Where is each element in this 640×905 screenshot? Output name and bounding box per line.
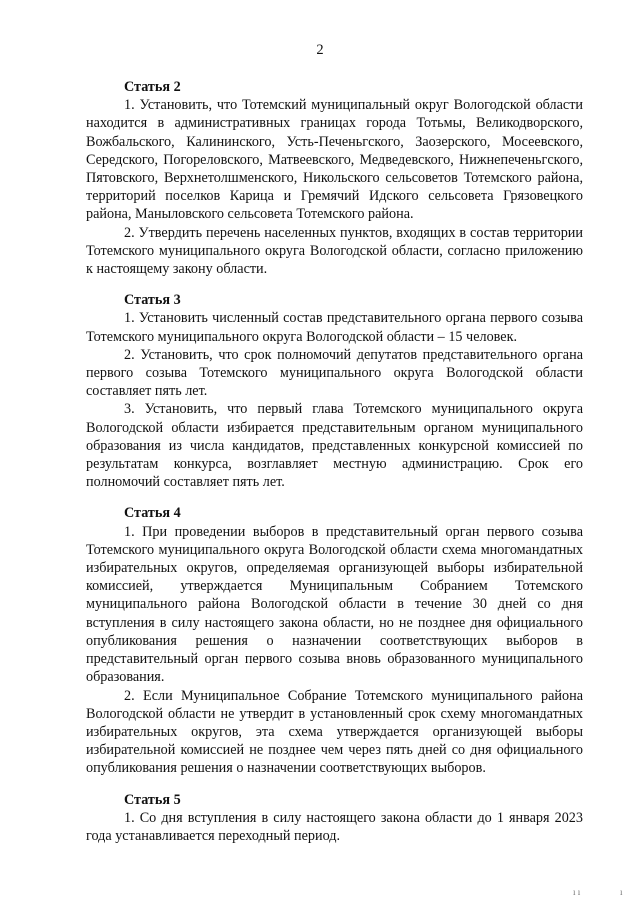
- article-paragraph: 3. Установить, что первый глава Тотемского муниципального округа Вологодской области избирается представительным органом муниципального образования из числа кандидатов, представленных конкурсной комиссией по результатам конкурса, возглавляет местную администрацию. Срок его полномочий составляет пять лет.: [86, 401, 583, 491]
- article-title: Статья 5: [124, 791, 181, 808]
- article-paragraph: 2. Утвердить перечень населенных пунктов, входящих в состав территории Тотемского муниципального округа Вологодской области, согласно приложению к настоящему закону области.: [86, 224, 583, 278]
- article-3: [86, 291, 583, 491]
- article-4: [86, 504, 583, 777]
- article-paragraph: 1. Установить, что Тотемский муниципальный округ Вологодской области находится в административных границах города Тотьмы, Великодворского, Вожбальского, Калининского, Усть-Печеньгского, Заозерского, Мосеевского, Середского, Погореловского, Матвеевского, Медведевского, Нижнепеченьгского, Пятовского, Верхнетолшменского, Никольского сельсоветов Тотемского района, территорий поселков Карица и Гремячий Идского сельсовета Грязовецкого района, Маныловского сельсовета Тотемского района.: [86, 97, 583, 223]
- article-paragraph: 1. Со дня вступления в силу настоящего закона области до 1 января 2023 года устанавливается переходный период.: [86, 809, 583, 844]
- article-5: [86, 791, 583, 846]
- article-title: Статья 4: [124, 505, 181, 522]
- scan-mark: ı ı: [573, 887, 581, 897]
- article-paragraph: 1. Установить численный состав представительного органа первого созыва Тотемского муниципального округа Вологодской области – 15 человек.: [86, 310, 583, 345]
- scan-mark: ı: [620, 887, 623, 897]
- article-paragraph: 2. Установить, что срок полномочий депутатов представительного органа первого созыва Тотемского муниципального округа Вологодской области составляет пять лет.: [86, 346, 583, 400]
- article-paragraph: 1. При проведении выборов в представительный орган первого созыва Тотемского муниципального округа Вологодской области схема многомандатных избирательных округов, определяемая организующей выборы избирательной комиссией, утверждается Муниципальным Собранием Тотемского муниципального района Вологодской области в течение 30 дней со дня вступления в силу настоящего закона области, но не позднее дня официального опубликования решения о назначении соответствующих выборов в представительный орган первого созыва вновь образованного муниципального образования.: [86, 523, 583, 686]
- article-title: Статья 2: [124, 79, 181, 95]
- article-paragraph: 2. Если Муниципальное Собрание Тотемского муниципального района Вологодской области не утвердит в установленный срок схему многомандатных избирательных округов, эта схема утверждается организующей выборы избирательной комиссией не позднее чем через пять дней со дня официального опубликования решения о назначении соответствующих выборов.: [86, 687, 583, 777]
- page-number: 2: [316, 42, 324, 58]
- document-body: [86, 78, 583, 858]
- article-title: Статья 3: [124, 292, 181, 309]
- article-2: [86, 78, 583, 278]
